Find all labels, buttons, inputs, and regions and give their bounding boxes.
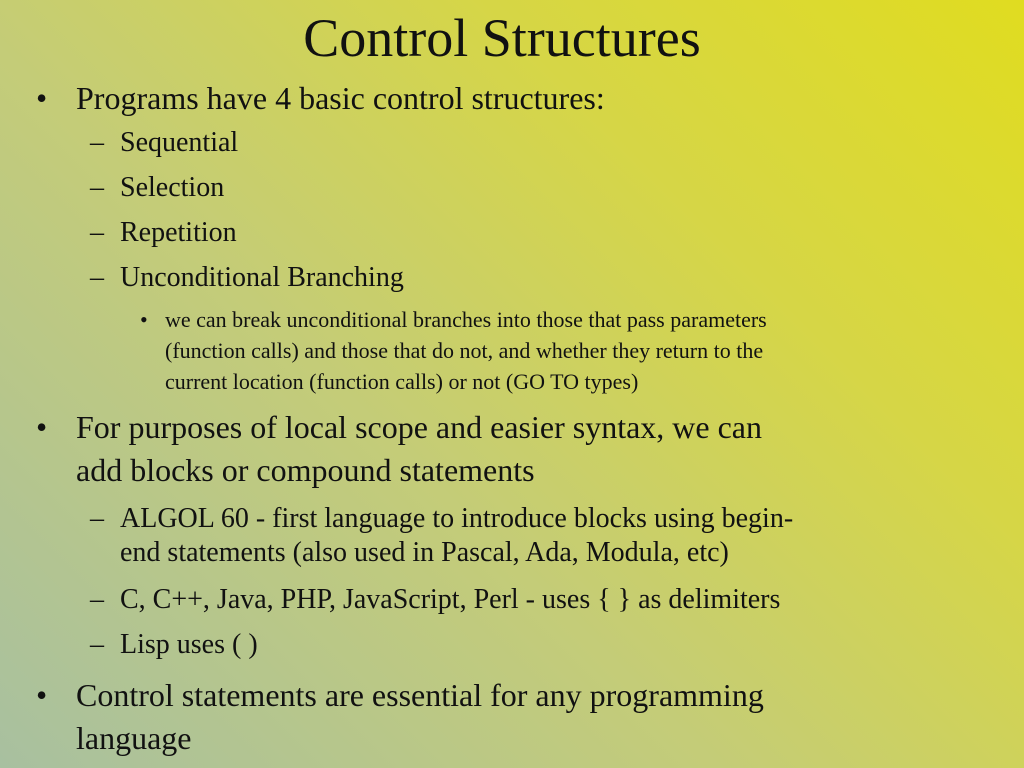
bullet-icon: • xyxy=(36,80,48,116)
dash-icon: – xyxy=(90,127,104,158)
branch-note-line-1: we can break unconditional branches into those that pass parameters xyxy=(165,307,767,332)
bullet-essential-line-2: language xyxy=(76,720,192,756)
sub-item-lisp: Lisp uses ( ) xyxy=(120,629,258,660)
slide-title: Control Structures xyxy=(303,8,701,68)
branch-note-line-2: (function calls) and those that do not, and whether they return to the xyxy=(165,338,764,363)
sub-item-selection: Selection xyxy=(120,172,225,203)
sub-item-unconditional: Unconditional Branching xyxy=(120,262,404,293)
sub-item-algol-line-2: end statements (also used in Pascal, Ada, Modula, etc) xyxy=(120,537,729,568)
sub-item-c-family: C, C++, Java, PHP, JavaScript, Perl - uses { } as delimiters xyxy=(120,584,781,615)
bullet-programs: Programs have 4 basic control structures: xyxy=(76,80,605,116)
bullet-scope-line-1: For purposes of local scope and easier syntax, we can xyxy=(76,409,762,445)
bullet-scope-line-2: add blocks or compound statements xyxy=(76,452,535,488)
dash-icon: – xyxy=(90,629,104,660)
dash-icon: – xyxy=(90,262,104,293)
branch-note-line-3: current location (function calls) or not (GO TO types) xyxy=(165,369,639,394)
sub-item-repetition: Repetition xyxy=(120,217,237,248)
sub-bullet-icon: • xyxy=(140,307,148,332)
sub-item-sequential: Sequential xyxy=(120,127,239,158)
dash-icon: – xyxy=(90,503,104,534)
sub-item-algol-line-1: ALGOL 60 - first language to introduce blocks using begin- xyxy=(120,503,794,534)
bullet-icon: • xyxy=(36,677,48,713)
bullet-icon: • xyxy=(36,409,48,445)
dash-icon: – xyxy=(90,172,104,203)
dash-icon: – xyxy=(90,217,104,248)
dash-icon: – xyxy=(90,584,104,615)
bullet-essential-line-1: Control statements are essential for any programming xyxy=(76,677,764,713)
